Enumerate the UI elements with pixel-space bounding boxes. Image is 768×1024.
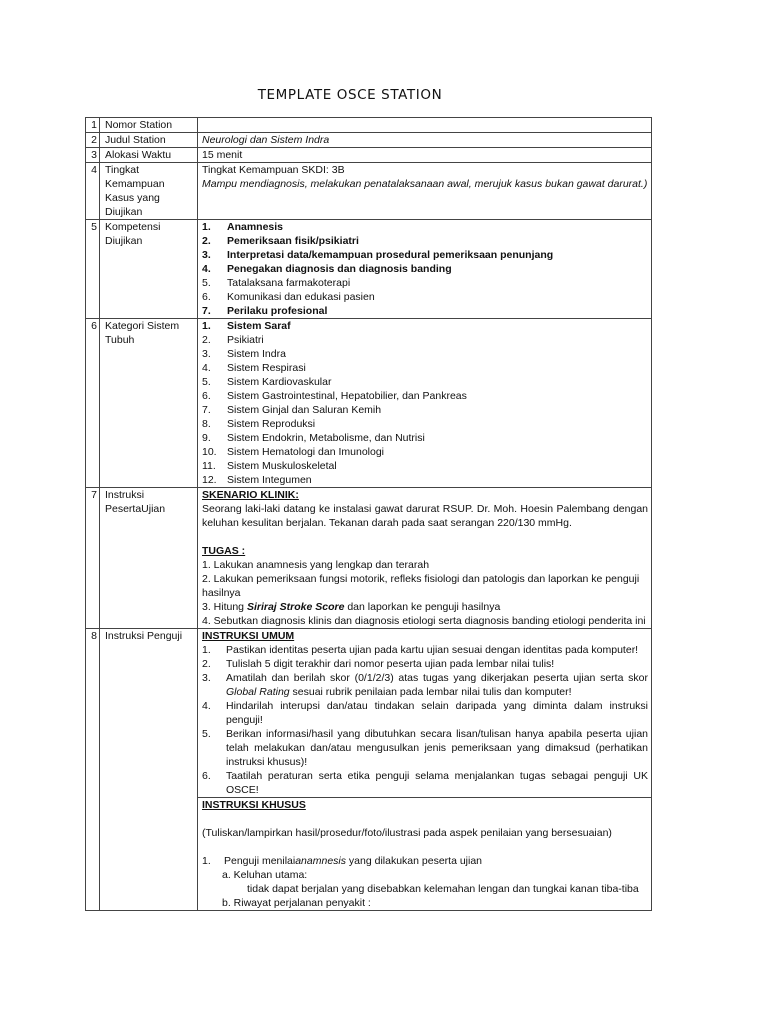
skdi-heading: Tingkat Kemampuan SKDI: 3B <box>202 164 345 176</box>
keluhan-utama-detail: tidak dapat berjalan yang disebabkan kelemahan lengan dan tungkai kanan tiba-tiba <box>247 883 639 895</box>
tugas-item: 4. Sebutkan diagnosis klinis dan diagnosis etiologi serta diagnosis banding etiologi penderita ini <box>202 615 646 627</box>
list-item: 2. Pemeriksaan fisik/psikiatri <box>202 235 359 247</box>
row-label: Kompetensi Diujikan <box>100 220 198 319</box>
row-number: 7 <box>86 488 100 629</box>
list-item: 2. Psikiatri <box>202 334 264 346</box>
riwayat-penyakit: b. Riwayat perjalanan penyakit : <box>222 897 371 909</box>
row-label: Kategori Sistem Tubuh <box>100 319 198 488</box>
row-label: Tingkat Kemampuan Kasus yang Diujikan <box>100 163 198 220</box>
table-row-alokasi-waktu <box>86 148 652 163</box>
row-value <box>198 488 652 629</box>
list-item: 1. Anamnesis <box>202 221 284 233</box>
table-row-instruksi-peserta <box>86 488 652 629</box>
table-row-judul-station <box>86 133 652 148</box>
list-item: 4. Sistem Respirasi <box>202 362 306 374</box>
tugas-item: 2. Lakukan pemeriksaan fungsi motorik, refleks fisiologi dan patologis dan laporkan ke penguji hasilnya <box>202 573 640 599</box>
list-item: 3. Sistem Indra <box>202 348 286 360</box>
list-item: 5. Berikan informasi/hasil yang dibutuhkan secara lisan/tulisan hanya apabila peserta ujian telah melakukan dan/atau mengusulkan jenis pemeriksaan yang dimaksud (perhatikan instruksi khusus)! <box>202 728 648 768</box>
list-item: 7. Perilaku profesional <box>202 305 328 317</box>
table-row-instruksi-penguji-umum <box>86 629 652 798</box>
sistem-list <box>202 319 648 487</box>
row-label: Judul Station <box>100 133 198 148</box>
row-value <box>198 319 652 488</box>
row-number: 1 <box>86 118 100 133</box>
row-label: Alokasi Waktu <box>100 148 198 163</box>
row-number: 3 <box>86 148 100 163</box>
kompetensi-list <box>202 220 648 318</box>
row-label: Instruksi Penguji <box>100 629 198 911</box>
list-item: 7. Sistem Ginjal dan Saluran Kemih <box>202 404 382 416</box>
row-value <box>198 629 652 798</box>
list-item: 6. Komunikasi dan edukasi pasien <box>202 291 375 303</box>
keluhan-utama: a. Keluhan utama: <box>222 869 308 881</box>
instruksi-umum-list <box>202 643 648 797</box>
skenario-text: Seorang laki-laki datang ke instalasi gawat darurat RSUP. Dr. Moh. Hoesin Palembang dengan keluhan kesulitan berjalan. Tekanan darah pada saat serangan 220/130 mmHg. <box>202 503 648 529</box>
list-item: 10. Sistem Hematologi dan Imunologi <box>202 446 384 458</box>
list-item: 6. Sistem Gastrointestinal, Hepatobilier, dan Pankreas <box>202 390 467 402</box>
page-title: TEMPLATE OSCE STATION <box>257 87 443 103</box>
list-item: 3. Amatilah dan berilah skor (0/1/2/3) atas tugas yang dikerjakan peserta ujian serta skor Global Rating sesuai rubrik penilaian pada lembar nilai tulis dan komputer! <box>202 672 648 698</box>
list-item: 5. Sistem Kardiovaskular <box>202 376 332 388</box>
row-value <box>198 118 652 133</box>
tugas-heading: TUGAS : <box>202 545 246 557</box>
list-item: 8. Sistem Reproduksi <box>202 418 316 430</box>
khusus-item: 1. Penguji menilaianamnesis yang dilakukan peserta ujian <box>202 855 483 867</box>
table-row-kompetensi <box>86 220 652 319</box>
instruksi-khusus-heading: INSTRUKSI KHUSUS <box>202 799 306 811</box>
row-number: 2 <box>86 133 100 148</box>
instruksi-umum-heading: INSTRUKSI UMUM <box>202 630 295 642</box>
list-item: 11. Sistem Muskuloskeletal <box>202 460 337 472</box>
row-number: 4 <box>86 163 100 220</box>
tugas-item: 1. Lakukan anamnesis yang lengkap dan terarah <box>202 559 430 571</box>
row-number: 5 <box>86 220 100 319</box>
table-row-nomor-station <box>86 118 652 133</box>
osce-table <box>85 117 652 911</box>
list-item: 6. Taatilah peraturan serta etika penguji selama menjalankan tugas sebagai penguji UK OSCE! <box>202 770 648 796</box>
table-row-tingkat-kemampuan <box>86 163 652 220</box>
skdi-description: Mampu mendiagnosis, melakukan penatalaksanaan awal, merujuk kasus bukan gawat darurat.) <box>202 178 648 190</box>
row-number: 6 <box>86 319 100 488</box>
row-value: 15 menit <box>198 148 652 163</box>
list-item: 9. Sistem Endokrin, Metabolisme, dan Nutrisi <box>202 432 425 444</box>
row-value <box>198 220 652 319</box>
row-value <box>198 163 652 220</box>
list-item: 3. Interpretasi data/kemampuan prosedural pemeriksaan penunjang <box>202 249 554 261</box>
list-item: 12. Sistem Integumen <box>202 474 312 486</box>
row-value <box>198 798 652 911</box>
row-number: 8 <box>86 629 100 911</box>
instruksi-khusus-note: (Tuliskan/lampirkan hasil/prosedur/foto/ilustrasi pada aspek penilaian yang bersesuaian) <box>202 827 612 839</box>
list-item: 1. Pastikan identitas peserta ujian pada kartu ujian sesuai dengan identitas pada komputer! <box>202 644 639 656</box>
list-item: 4. Penegakan diagnosis dan diagnosis banding <box>202 263 452 275</box>
row-label: Nomor Station <box>100 118 198 133</box>
tugas-item: 3. Hitung Siriraj Stroke Score dan laporkan ke penguji hasilnya <box>202 601 501 613</box>
skenario-heading: SKENARIO KLINIK: <box>202 489 299 501</box>
list-item: 1. Sistem Saraf <box>202 320 291 332</box>
row-label: Instruksi PesertaUjian <box>100 488 198 629</box>
list-item: 5. Tatalaksana farmakoterapi <box>202 277 351 289</box>
table-row-kategori-sistem <box>86 319 652 488</box>
list-item: 2. Tulislah 5 digit terakhir dari nomor peserta ujian pada lembar nilai tulis! <box>202 658 555 670</box>
row-value: Neurologi dan Sistem Indra <box>198 133 652 148</box>
list-item: 4. Hindarilah interupsi dan/atau tindakan selain daripada yang diminta dalam instruksi penguji! <box>202 700 648 726</box>
